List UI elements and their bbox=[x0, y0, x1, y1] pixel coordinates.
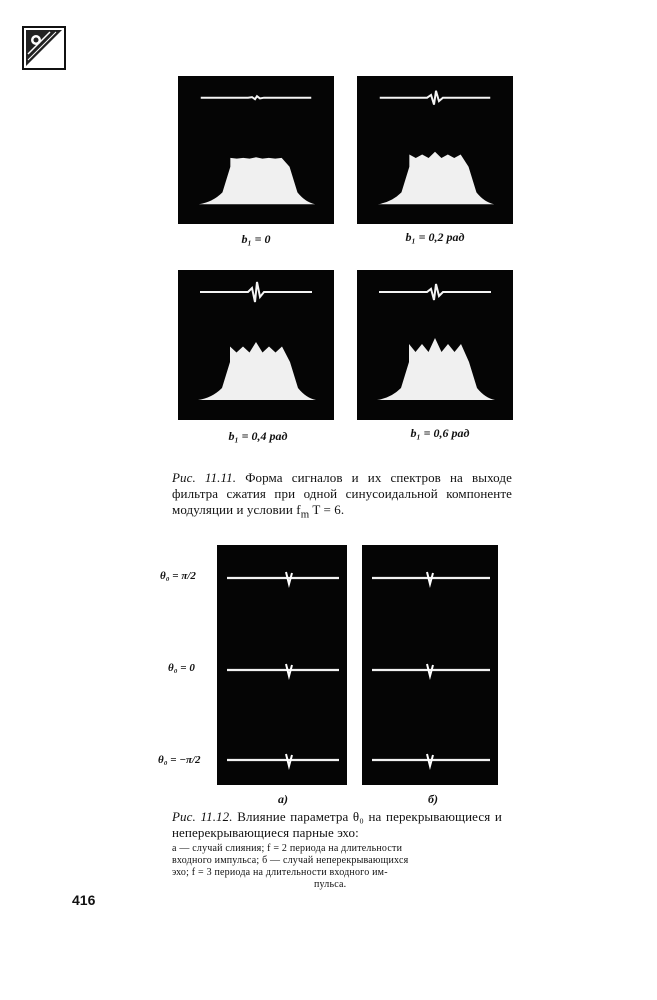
corner-ornament-icon bbox=[22, 26, 66, 70]
oscillogram-4 bbox=[357, 270, 513, 420]
oscillogram-panel-1 bbox=[178, 76, 334, 224]
panel-label-4: b₁ = 0,6 рад bbox=[410, 426, 470, 440]
panel-label-a: а) bbox=[278, 792, 288, 806]
echo-oscillogram-b bbox=[362, 545, 498, 785]
oscillogram-panel-3 bbox=[178, 270, 334, 420]
figure-11-12-note-line-2: входного импульса; б — случай неперекрывающихся bbox=[172, 855, 409, 866]
page-number: 416 bbox=[72, 892, 96, 908]
panel-label-2: b₁ = 0,2 рад bbox=[405, 230, 465, 244]
time-trace bbox=[379, 284, 491, 300]
time-trace bbox=[200, 282, 312, 302]
echo-oscillogram-a bbox=[217, 545, 347, 785]
panel-label-b: б) bbox=[428, 792, 438, 806]
figure-11-12-note-line-1: а — случай слияния; f = 2 периода на длительности bbox=[172, 843, 403, 854]
spectrum-shape bbox=[198, 342, 316, 400]
panel-label-3: b₁ = 0,4 рад bbox=[228, 429, 288, 443]
figure-11-11-text: Форма сигналов и их спектров на выходе фильтра сжатия при одной синусоидальной компоненте модуляции и условии f bbox=[172, 470, 512, 517]
figure-11-11-subscript: m bbox=[300, 508, 310, 521]
time-trace bbox=[201, 96, 312, 99]
oscillogram-panel-4 bbox=[357, 270, 513, 420]
figure-11-11-caption bbox=[172, 470, 512, 523]
figure-11-12-note-line-4: пульса. bbox=[314, 879, 347, 890]
figure-11-12-note-line-3: эхо; f = 3 периода на длительности входного им- bbox=[172, 867, 388, 878]
figure-11-12-number: Рис. 11.12. bbox=[172, 809, 233, 824]
echo-panel-a bbox=[217, 545, 347, 785]
panel-label-1: b₁ = 0 bbox=[241, 232, 271, 246]
spectrum-shape bbox=[378, 152, 494, 204]
spectrum-shape bbox=[199, 157, 315, 204]
oscillogram-2 bbox=[357, 76, 513, 224]
time-trace bbox=[380, 91, 491, 105]
row-label-top: θ₀ = π/2 bbox=[160, 570, 196, 582]
figure-11-12-text: Влияние параметра θ₀ на перекрывающиеся и неперекрывающиеся парные эхо: bbox=[172, 809, 502, 840]
row-label-bottom: θ₀ = −π/2 bbox=[158, 754, 201, 766]
figure-11-11-tail: T = 6. bbox=[312, 502, 345, 517]
echo-panel-b bbox=[362, 545, 498, 785]
oscillogram-1 bbox=[178, 76, 334, 224]
figure-11-11-number: Рис. 11.11. bbox=[172, 470, 237, 485]
figure-11-12-caption bbox=[172, 809, 502, 841]
oscillogram-3 bbox=[178, 270, 334, 420]
row-label-middle: θ₀ = 0 bbox=[168, 662, 195, 674]
spectrum-shape bbox=[377, 338, 495, 400]
oscillogram-panel-2 bbox=[357, 76, 513, 224]
